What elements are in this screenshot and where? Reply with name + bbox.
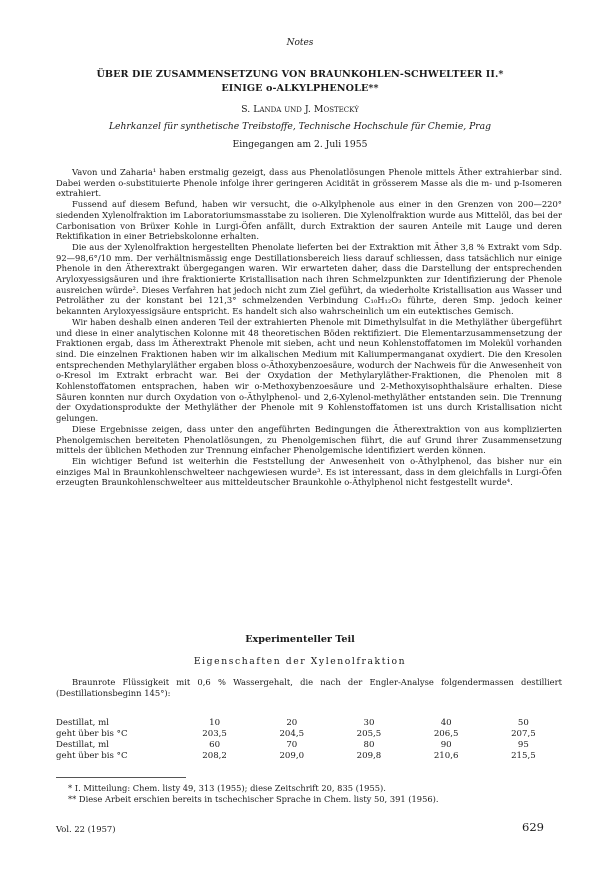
paragraph: Fussend auf diesem Befund, haben wir versucht, die o-Alkylphenole aus einer in den Grenzen von 200—220° siedenden Xylenolfraktion im Laboratoriumsmasstabe zu isolieren. Die Xylenolfraktion wurde aus Mittelöl, das bei der Carbonisation von Brüxer Kohle in Lurgi-Öfen anfällt, durch Extraktion der sauren Anteile mit Lauge und deren Rektifikation in einer Betriebskolonne erhalten. xyxy=(56,199,562,242)
row-label: Destillat, ml xyxy=(56,717,110,728)
table-cell: 40 xyxy=(440,717,452,728)
table-cell: 203,5 xyxy=(202,728,227,739)
paragraph: Ein wichtiger Befund ist weiterhin die Feststellung der Anwesenheit von o-Äthylphenol, das bisher nur ein einziges Mal in Braunkohlenschwelteer nachgewiesen wurde³. Es ist interessant, dass in dem gleichfalls in Lurgi-Öfen erzeugten Braunkohlenschwelteer aus mitteldeutscher Braunkohle o-Äthylphenol nicht festgestellt wurde⁴. xyxy=(56,455,562,488)
table-cell: 210,6 xyxy=(433,750,459,761)
table-row xyxy=(56,739,562,750)
row-label: Destillat, ml xyxy=(56,739,110,750)
title-line-2: EINIGE o-ALKYLPHENOLE** xyxy=(221,83,379,94)
table-cell: 95 xyxy=(517,739,529,750)
table-cell: 10 xyxy=(209,717,221,728)
table-row xyxy=(56,717,562,728)
row-label: geht über bis °C xyxy=(56,728,128,739)
table-cell: 60 xyxy=(209,739,221,750)
table-cell: 209,8 xyxy=(356,750,382,761)
paragraph: Diese Ergebnisse zeigen, dass unter den angeführten Bedingungen die Ätherextraktion von aus komplizierten Phenolgemischen bereiteten Phenolatlösungen, zu Phenolgemischen führt, die auf Grund ihrer Zusammensetzung mittels der üblichen Methoden zur Trennung einfacher Phenolgemische identifiziert werden können. xyxy=(56,423,562,456)
body-text xyxy=(56,167,562,488)
table-row xyxy=(56,750,562,761)
table-cell: 206,5 xyxy=(433,728,459,739)
title-line-1: ÜBER DIE ZUSAMMENSETZUNG VON BRAUNKOHLEN-SCHWELTEER II.* xyxy=(96,69,504,80)
table-cell: 215,5 xyxy=(511,750,536,761)
table-cell: 207,5 xyxy=(511,728,536,739)
table-cell: 204,5 xyxy=(279,728,305,739)
table-row xyxy=(56,728,562,739)
received-date: Eingegangen am 2. Juli 1955 xyxy=(232,139,368,150)
table-cell: 208,2 xyxy=(202,750,227,761)
paragraph: Die aus der Xylenolfraktion hergestellten Phenolate lieferten bei der Extraktion mit Äther 3,8 % Extrakt vom Sdp. 92—98,6°/10 mm. Der verhältnismässig enge Destillationsbereich liess darauf schliessen, dass tatsächlich nur einige Phenole in den Ätherextrakt übergegangen waren. Wir erwarteten daher, dass die Darstellung der entsprechenden Aryloxyessigsäuren und ihre fraktionierte Kristallisation nach ihren Schmelzpunkten zur Identifizierung der Phenole ausreichen würde². Dieses Verfahren hat jedoch nicht zum Ziel geführt, da wiederholte Kristallisation aus Wasser und Petroläther zu der konstant bei 121,3° schmelzenden Verbindung C₁₀H₁₂O₃ führte, deren Smp. jedoch keiner bekannten Aryloxyessigsäure entspricht. Es handelt sich also wahrscheinlich um ein eutektisches Gemisch. xyxy=(56,241,562,317)
table-cell: 50 xyxy=(517,717,529,728)
subsection-title: Eigenschaften der Xylenolfraktion xyxy=(193,656,407,667)
table-cell: 205,5 xyxy=(356,728,382,739)
footnote-divider xyxy=(56,777,186,778)
distillation-table xyxy=(56,717,562,761)
footnotes xyxy=(68,783,562,805)
paragraph: Vavon und Zaharia¹ haben erstmalig gezeigt, dass aus Phenolatlösungen Phenole mittels Äther extrahierbar sind. Dabei werden o-substituierte Phenole infolge ihrer geringeren Acidität in grösserem Masse als die m- und p-Isomeren extrahiert. xyxy=(56,167,562,199)
table-cell: 70 xyxy=(286,739,298,750)
authors: S. Landa und J. Mostecký xyxy=(241,104,359,115)
article-title xyxy=(30,68,570,96)
running-head: Notes xyxy=(286,38,314,48)
table-cell: 80 xyxy=(363,739,375,750)
page-number: 629 xyxy=(522,820,544,834)
paragraph: Wir haben deshalb einen anderen Teil der extrahierten Phenole mit Dimethylsulfat in die Methyläther übergeführt und diese in einer analytischen Kolonne mit 48 theoretischen Böden rektifiziert. Die Elementarzusammensetzung der Fraktionen ergab, dass im Ätherextrakt Phenole mit sieben, acht und neun Kohlenstoffatomen im Molekül vorhanden sind. Die einzelnen Fraktionen haben wir im alkalischen Medium mit Kaliumpermanganat oxydiert. Die den Kresolen entsprechenden Methylaryläther ergaben bloss o-Äthoxybenzoesäure, wodurch der Nachweis für die Anwesenheit von o-Kresol im Extrakt erbracht war. Bei der Oxydation der Methylaryläther-Fraktionen, die Phenolen mit 8 Kohlenstoffatomen entsprachen, haben wir o-Methoxybenzoesäure und 2-Methoxyisophthalsäure erhalten. Diese Säuren konnten nur durch Oxydation von o-Äthylphenol- und 2,6-Xylenol-methyläther entstanden sein. Die Trennung der Oxydationsprodukte der Methyläther der Phenole mit 9 Kohlenstoffatomen ist uns durch Kristallisation nicht gelungen. xyxy=(56,316,562,424)
section-title: Experimenteller Teil xyxy=(245,634,355,645)
table-cell: 30 xyxy=(363,717,375,728)
table-cell: 20 xyxy=(286,717,298,728)
row-label: geht über bis °C xyxy=(56,750,128,761)
table-cell: 209,0 xyxy=(279,750,305,761)
table-cell: 90 xyxy=(440,739,452,750)
paragraph: Braunrote Flüssigkeit mit 0,6 % Wassergehalt, die nach der Engler-Analyse folgendermassen destilliert (Destillationsbeginn 145°): xyxy=(56,677,562,698)
footer-volume: Vol. 22 (1957) xyxy=(56,824,116,834)
footnote: ** Diese Arbeit erschien bereits in tschechischer Sprache in Chem. listy 50, 391 (1956). xyxy=(68,794,439,804)
experimental-intro xyxy=(56,677,562,698)
affiliation: Lehrkanzel für synthetische Treibstoffe, Technische Hochschule für Chemie, Prag xyxy=(108,121,492,132)
footnote: * I. Mitteilung: Chem. listy 49, 313 (1955); diese Zeitschrift 20, 835 (1955). xyxy=(68,783,386,793)
